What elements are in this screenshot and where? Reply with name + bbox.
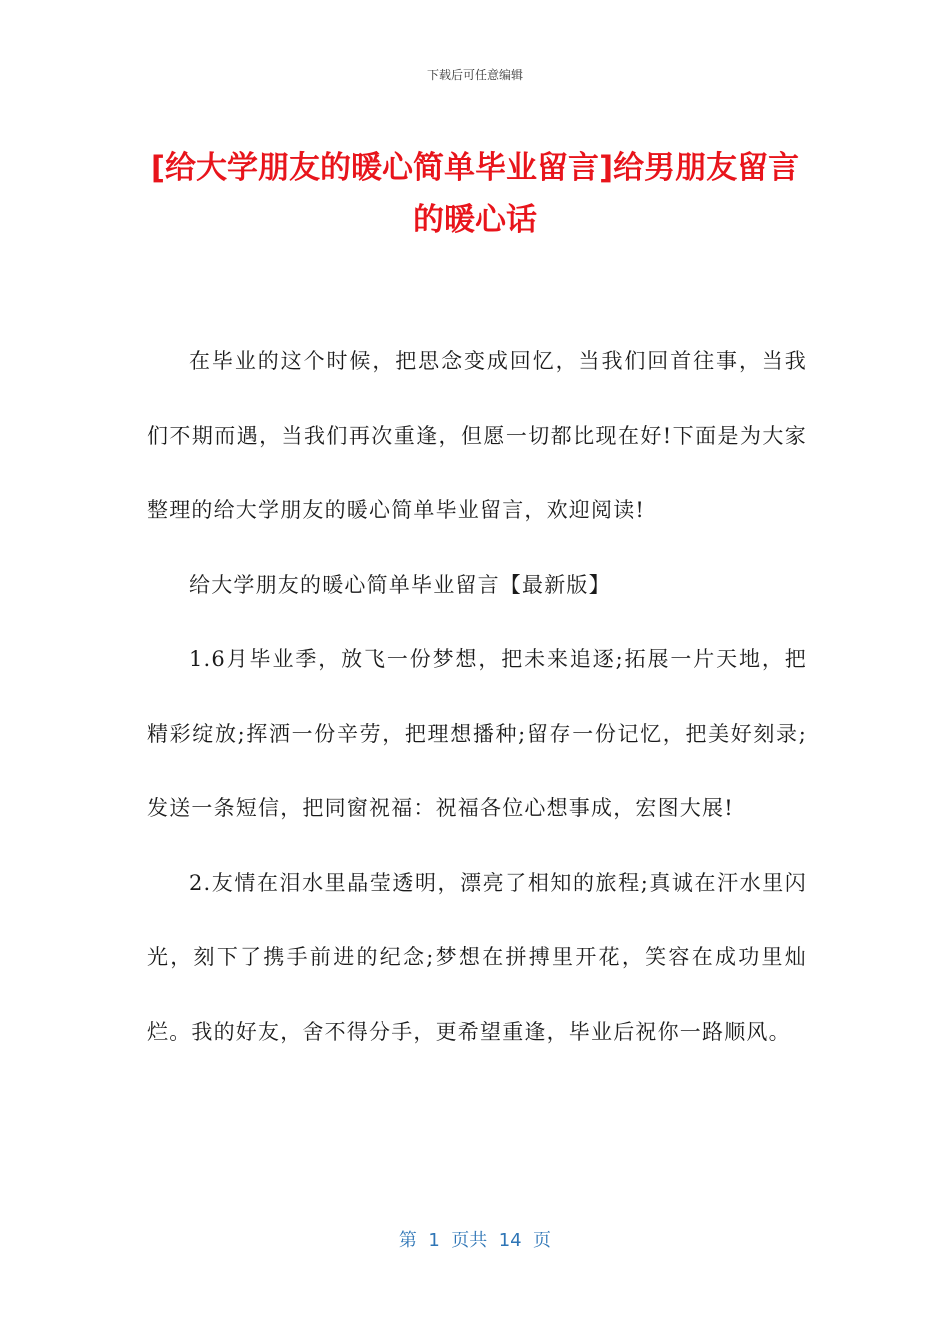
paragraph-intro: 在毕业的这个时候，把思念变成回忆，当我们回首往事，当我们不期而遇，当我们再次重逢，但愿一切都比现在好!下面是为大家整理的给大学朋友的暖心简单毕业留言，欢迎阅读!: [147, 349, 807, 522]
document-body: [147, 324, 807, 1069]
paragraph-item-1: 1.6月毕业季，放飞一份梦想，把未来追逐;拓展一片天地，把精彩绽放;挥洒一份辛劳，把理想播种;留存一份记忆，把美好刻录;发送一条短信，把同窗祝福：祝福各位心想事成，宏图大展!: [147, 647, 807, 820]
header-note: 下载后可任意编辑: [426, 68, 523, 82]
paragraph-section-heading: 给大学朋友的暖心简单毕业留言【最新版】: [189, 572, 611, 597]
page-number-footer: 第 1 页共 14 页: [398, 1230, 552, 1251]
paragraph-item-2: 2.友情在泪水里晶莹透明，漂亮了相知的旅程;真诚在汗水里闪光，刻下了携手前进的纪念;梦想在拼搏里开花，笑容在成功里灿烂。我的好友，舍不得分手，更希望重逢，毕业后祝你一路顺风。: [147, 870, 807, 1044]
document-title: [给大学朋友的暖心简单毕业留言]给男朋友留言的暖心话: [150, 150, 800, 238]
